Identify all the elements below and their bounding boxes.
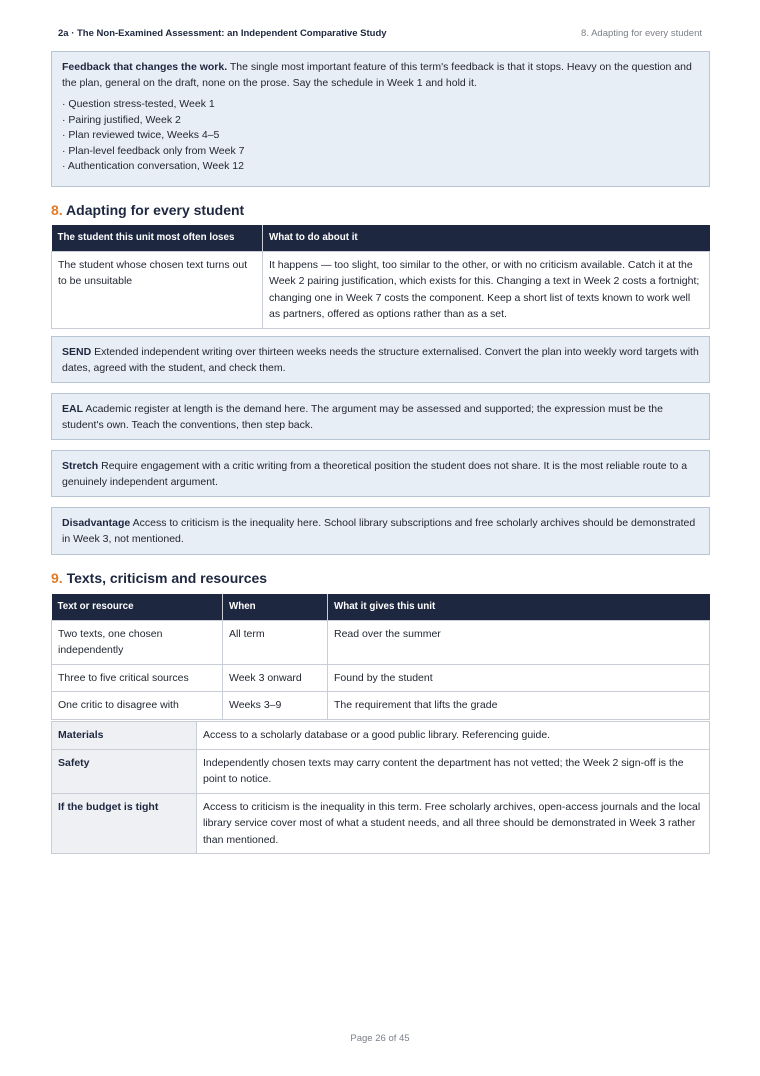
table-cell: Found by the student — [328, 664, 710, 692]
row-value: Access to a scholarly database or a good public library. Referencing guide. — [197, 722, 710, 750]
list-item: · Plan-level feedback only from Week 7 — [62, 144, 245, 157]
table-row — [52, 749, 710, 793]
table-header-row — [52, 225, 710, 251]
callout-label: EAL — [62, 403, 83, 415]
page-number: Page 26 of 45 — [350, 1033, 410, 1044]
column-header: When — [223, 594, 328, 620]
table-row — [52, 692, 710, 720]
table-cell: Three to five critical sources — [52, 664, 223, 692]
feedback-callout — [51, 51, 710, 187]
table-cell: One critic to disagree with — [52, 692, 223, 720]
adapting-table — [51, 225, 710, 329]
table-row — [52, 793, 710, 854]
callout-text: Access to criticism is the inequality here. School library subscriptions and free scholarly archives should be demonstrated in Week 3, not mentioned. — [62, 517, 696, 545]
callout-label: SEND — [62, 346, 92, 358]
running-header — [58, 28, 702, 42]
table-header-row — [52, 594, 710, 620]
callout-label: Stretch — [62, 460, 99, 472]
section-number: 8. — [51, 202, 63, 218]
callout-text: Extended independent writing over thirteen weeks needs the structure externalised. Convert the plan into weekly word targets with dates, agreed with the student, and check them. — [62, 346, 699, 374]
section-title: Adapting for every student — [62, 202, 245, 218]
section-8-heading — [51, 202, 244, 218]
disadvantage-callout — [51, 507, 710, 555]
section-running-title: 8. Adapting for every student — [581, 28, 702, 39]
list-item: · Authentication conversation, Week 12 — [62, 160, 244, 172]
document-title: 2a · The Non-Examined Assessment: an Independent Comparative Study — [58, 28, 387, 39]
resources-details-table — [51, 721, 710, 854]
feedback-title: Feedback that changes the work. — [62, 61, 228, 73]
column-header: What to do about it — [263, 225, 710, 251]
table-row — [52, 620, 710, 664]
table-cell: Two texts, one chosen independently — [52, 620, 223, 664]
table-row — [52, 664, 710, 692]
row-label: Materials — [52, 722, 197, 750]
callout-label: Disadvantage — [62, 517, 131, 529]
table-row — [52, 722, 710, 750]
row-label: Safety — [52, 749, 197, 793]
stretch-callout — [51, 450, 710, 497]
feedback-paragraph — [62, 60, 699, 91]
table-cell: Week 3 onward — [223, 664, 328, 692]
feedback-schedule-list — [62, 97, 699, 175]
send-callout — [51, 336, 710, 383]
table-cell: Read over the summer — [328, 620, 710, 664]
row-value: Independently chosen texts may carry content the department has not vetted; the Week 2 sign-off is the point to notice. — [197, 749, 710, 793]
column-header: What it gives this unit — [328, 594, 710, 620]
list-item: · Pairing justified, Week 2 — [62, 113, 181, 126]
table-cell: The student whose chosen text turns out to be unsuitable — [52, 251, 263, 328]
table-cell: All term — [223, 620, 328, 664]
table-row — [52, 251, 710, 328]
section-number: 9. — [51, 570, 63, 586]
section-9-heading — [51, 570, 267, 586]
table-cell: The requirement that lifts the grade — [328, 692, 710, 720]
section-title: Texts, criticism and resources — [62, 570, 268, 586]
row-label: If the budget is tight — [52, 793, 197, 854]
callout-text: Academic register at length is the demand here. The argument may be assessed and supported; the expression must be the student's own. Teach the conventions, then step back. — [62, 403, 663, 431]
row-value: Access to criticism is the inequality in this term. Free scholarly archives, open-access journals and the local library service cover most of what a student needs, and all three should be demonstrated in Week 3 rather than mentioned. — [197, 793, 710, 854]
column-header: Text or resource — [52, 594, 223, 620]
column-header: The student this unit most often loses — [52, 225, 263, 251]
feedback-text: The single most important feature of this term's feedback is that it stops. Heavy on the question and the plan, general on the draft, none on the prose. Say the schedule in Week 1 and hold it. — [62, 61, 692, 89]
table-cell: Weeks 3–9 — [223, 692, 328, 720]
list-item: · Question stress-tested, Week 1 — [62, 98, 215, 110]
eal-callout — [51, 393, 710, 440]
table-cell: It happens — too slight, too similar to the other, or with no criticism available. Catch it at the Week 2 pairing justification, which exists for this. Changing a text in Week 2 costs a fortnight; changing one in Week 7 costs the component. Keep a short list of texts known to work well as partners, offered as options rather than as a set. — [263, 251, 710, 328]
list-item: · Plan reviewed twice, Weeks 4–5 — [62, 129, 220, 141]
resources-table — [51, 594, 710, 720]
callout-text: Require engagement with a critic writing from a theoretical position the student does not share. It is the most reliable route to a genuinely independent argument. — [62, 460, 688, 488]
